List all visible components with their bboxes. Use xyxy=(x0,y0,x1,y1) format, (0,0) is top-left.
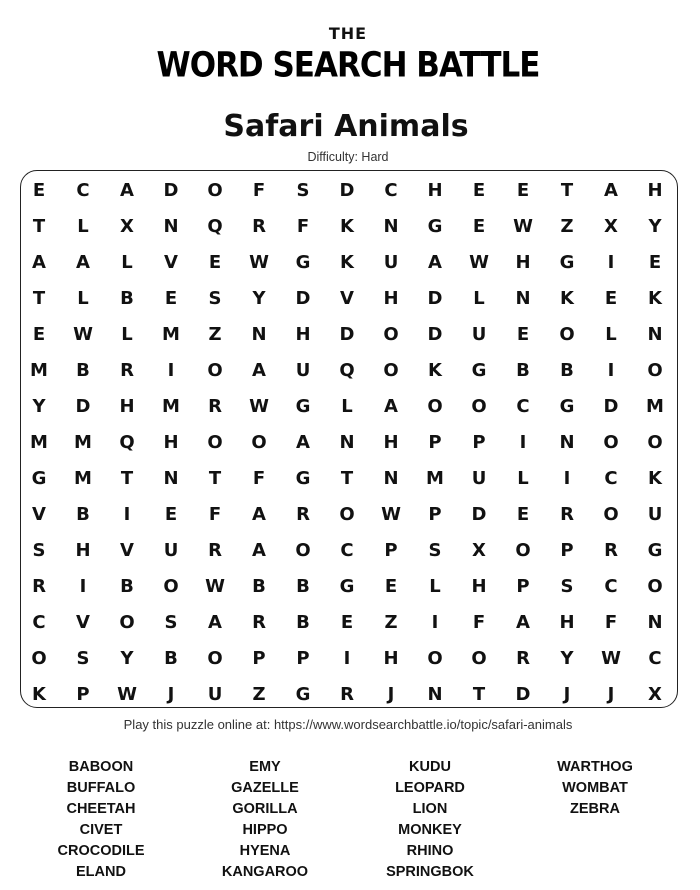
grid-letter-cell[interactable]: R xyxy=(120,359,134,381)
grid-letter-cell[interactable]: N xyxy=(647,611,663,633)
grid-letter-cell[interactable]: I xyxy=(519,431,527,453)
grid-letter-cell[interactable]: W xyxy=(601,647,621,669)
grid-letter-cell[interactable]: O xyxy=(647,359,663,381)
grid-letter-cell[interactable]: B xyxy=(252,575,266,597)
grid-letter-cell[interactable]: V xyxy=(120,539,134,561)
grid-letter-cell[interactable]: D xyxy=(427,323,443,345)
grid-letter-cell[interactable]: Z xyxy=(208,323,222,345)
grid-letter-cell[interactable]: O xyxy=(207,359,223,381)
grid-letter-cell[interactable]: R xyxy=(32,575,46,597)
grid-letter-cell[interactable]: B xyxy=(516,359,530,381)
grid-letter-cell[interactable]: B xyxy=(120,575,134,597)
grid-letter-cell[interactable]: N xyxy=(163,215,179,237)
grid-letter-cell[interactable]: U xyxy=(383,251,399,273)
grid-letter-cell[interactable]: A xyxy=(120,179,134,201)
grid-letter-cell[interactable]: P xyxy=(428,503,442,525)
grid-letter-cell[interactable]: S xyxy=(164,611,178,633)
grid-letter-cell[interactable]: M xyxy=(162,395,180,417)
grid-letter-cell[interactable]: Z xyxy=(560,215,574,237)
word-list-item: CROCODILE xyxy=(57,843,145,859)
grid-letter-cell[interactable]: G xyxy=(471,359,487,381)
word-list-item: LEOPARD xyxy=(395,780,465,796)
grid-letter-cell[interactable]: F xyxy=(208,503,222,525)
online-play-note: Play this puzzle online at: https://www.wordsearchbattle.io/topic/safari-animals xyxy=(123,717,573,732)
grid-letter-cell[interactable]: M xyxy=(162,323,180,345)
grid-letter-cell[interactable]: J xyxy=(607,683,615,705)
grid-letter-cell[interactable]: H xyxy=(471,575,487,597)
grid-letter-cell[interactable]: E xyxy=(340,611,354,633)
grid-letter-cell[interactable]: O xyxy=(295,539,311,561)
grid-letter-cell[interactable]: P xyxy=(428,431,442,453)
grid-letter-cell[interactable]: G xyxy=(427,215,443,237)
grid-letter-cell[interactable]: E xyxy=(384,575,398,597)
grid-letter-cell[interactable]: A xyxy=(32,251,46,273)
grid-letter-cell[interactable]: F xyxy=(252,467,266,489)
grid-letter-cell[interactable]: D xyxy=(163,179,179,201)
grid-letter-cell[interactable]: H xyxy=(383,431,399,453)
grid-letter-cell[interactable]: R xyxy=(208,395,222,417)
grid-letter-cell[interactable]: E xyxy=(32,179,46,201)
grid-letter-cell[interactable]: B xyxy=(120,287,134,309)
word-list-item: KUDU xyxy=(409,759,451,775)
grid-letter-cell[interactable]: N xyxy=(339,431,355,453)
grid-letter-cell[interactable]: O xyxy=(251,431,267,453)
grid-letter-cell[interactable]: O xyxy=(471,647,487,669)
grid-letter-cell[interactable]: B xyxy=(164,647,178,669)
grid-letter-cell[interactable]: K xyxy=(648,287,662,309)
grid-letter-cell[interactable]: T xyxy=(32,215,46,237)
grid-letter-cell[interactable]: I xyxy=(563,467,571,489)
grid-letter-cell[interactable]: K xyxy=(32,683,46,705)
grid-letter-cell[interactable]: G xyxy=(559,395,575,417)
grid-letter-cell[interactable]: U xyxy=(471,323,487,345)
grid-letter-cell[interactable]: O xyxy=(515,539,531,561)
grid-letter-cell[interactable]: G xyxy=(295,395,311,417)
word-list-item: LION xyxy=(412,801,448,817)
grid-letter-cell[interactable]: C xyxy=(516,395,530,417)
grid-letter-cell[interactable]: E xyxy=(208,251,222,273)
word-list-item: CIVET xyxy=(79,822,123,838)
grid-letter-cell[interactable]: V xyxy=(76,611,90,633)
grid-letter-cell[interactable]: U xyxy=(295,359,311,381)
grid-letter-cell[interactable]: E xyxy=(164,287,178,309)
grid-letter-cell[interactable]: J xyxy=(387,683,395,705)
grid-letter-cell[interactable]: W xyxy=(205,575,225,597)
grid-letter-cell[interactable]: N xyxy=(383,467,399,489)
grid-letter-cell[interactable]: I xyxy=(343,647,351,669)
grid-letter-cell[interactable]: J xyxy=(563,683,571,705)
grid-letter-cell[interactable]: X xyxy=(120,215,134,237)
grid-letter-cell[interactable]: M xyxy=(30,359,48,381)
grid-letter-cell[interactable]: E xyxy=(604,287,618,309)
grid-letter-cell[interactable]: G xyxy=(295,467,311,489)
grid-letter-cell[interactable]: I xyxy=(123,503,131,525)
grid-letter-cell[interactable]: X xyxy=(604,215,618,237)
grid-letter-cell[interactable]: M xyxy=(426,467,444,489)
grid-letter-cell[interactable]: R xyxy=(560,503,574,525)
grid-letter-cell[interactable]: V xyxy=(32,503,46,525)
grid-letter-cell[interactable]: G xyxy=(647,539,663,561)
grid-letter-cell[interactable]: L xyxy=(473,287,485,309)
grid-letter-cell[interactable]: R xyxy=(340,683,354,705)
grid-letter-cell[interactable]: A xyxy=(516,611,530,633)
grid-letter-cell[interactable]: O xyxy=(427,647,443,669)
word-list-column-2 xyxy=(180,757,350,883)
grid-letter-cell[interactable]: G xyxy=(295,683,311,705)
grid-letter-cell[interactable]: M xyxy=(646,395,664,417)
grid-letter-cell[interactable]: M xyxy=(74,431,92,453)
grid-letter-cell[interactable]: D xyxy=(427,287,443,309)
grid-letter-cell[interactable]: P xyxy=(384,539,398,561)
grid-letter-cell[interactable]: F xyxy=(472,611,486,633)
grid-letter-cell[interactable]: I xyxy=(79,575,87,597)
grid-letter-cell[interactable]: A xyxy=(384,395,398,417)
grid-letter-cell[interactable]: E xyxy=(648,251,662,273)
grid-letter-cell[interactable]: A xyxy=(208,611,222,633)
grid-letter-cell[interactable]: O xyxy=(207,647,223,669)
grid-letter-cell[interactable]: H xyxy=(383,287,399,309)
grid-letter-cell[interactable]: H xyxy=(295,323,311,345)
grid-letter-cell[interactable]: O xyxy=(647,431,663,453)
word-list-item: GAZELLE xyxy=(231,780,299,796)
grid-letter-cell[interactable]: P xyxy=(516,575,530,597)
grid-letter-cell[interactable]: E xyxy=(164,503,178,525)
grid-letter-cell[interactable]: C xyxy=(76,179,90,201)
grid-letter-cell[interactable]: K xyxy=(340,251,354,273)
grid-letter-cell[interactable]: D xyxy=(515,683,531,705)
grid-letter-cell[interactable]: V xyxy=(164,251,178,273)
grid-letter-cell[interactable]: N xyxy=(383,215,399,237)
grid-letter-cell[interactable]: G xyxy=(559,251,575,273)
grid-letter-cell[interactable]: P xyxy=(472,431,486,453)
grid-letter-cell[interactable]: T xyxy=(120,467,134,489)
grid-letter-cell[interactable]: F xyxy=(296,215,310,237)
brand-the: THE xyxy=(328,24,368,43)
grid-letter-cell[interactable]: I xyxy=(607,251,615,273)
grid-letter-cell[interactable]: O xyxy=(471,395,487,417)
grid-letter-cell[interactable]: O xyxy=(383,323,399,345)
brand-logo-title: WORD SEARCH BATTLE xyxy=(156,45,540,86)
grid-letter-cell[interactable]: L xyxy=(517,467,529,489)
grid-letter-cell[interactable]: B xyxy=(296,611,310,633)
word-list-item: HIPPO xyxy=(242,822,288,838)
grid-letter-cell[interactable]: O xyxy=(647,575,663,597)
grid-letter-cell[interactable]: E xyxy=(32,323,46,345)
grid-letter-cell[interactable]: I xyxy=(607,359,615,381)
grid-letter-cell[interactable]: V xyxy=(340,287,354,309)
word-list-item: SPRINGBOK xyxy=(386,864,474,880)
grid-letter-cell[interactable]: X xyxy=(648,683,662,705)
word-list-item: ELAND xyxy=(76,864,126,880)
word-list-item: GORILLA xyxy=(232,801,298,817)
grid-letter-cell[interactable]: X xyxy=(472,539,486,561)
grid-letter-cell[interactable]: O xyxy=(31,647,47,669)
grid-letter-cell[interactable]: B xyxy=(76,503,90,525)
grid-letter-cell[interactable]: H xyxy=(383,647,399,669)
grid-letter-cell[interactable]: T xyxy=(208,467,222,489)
grid-letter-cell[interactable]: P xyxy=(76,683,90,705)
grid-letter-cell[interactable]: O xyxy=(163,575,179,597)
grid-letter-cell[interactable]: O xyxy=(559,323,575,345)
grid-letter-cell[interactable]: D xyxy=(295,287,311,309)
grid-letter-cell[interactable]: J xyxy=(167,683,175,705)
grid-letter-cell[interactable]: U xyxy=(207,683,223,705)
grid-letter-cell[interactable]: R xyxy=(604,539,618,561)
grid-letter-cell[interactable]: W xyxy=(249,395,269,417)
grid-letter-cell[interactable]: B xyxy=(296,575,310,597)
grid-letter-cell[interactable]: W xyxy=(513,215,533,237)
grid-letter-cell[interactable]: L xyxy=(77,215,89,237)
grid-letter-cell[interactable]: Q xyxy=(119,431,135,453)
grid-letter-cell[interactable]: H xyxy=(163,431,179,453)
grid-letter-cell[interactable]: D xyxy=(471,503,487,525)
grid-letter-cell[interactable]: A xyxy=(252,359,266,381)
grid-letter-cell[interactable]: D xyxy=(75,395,91,417)
grid-letter-cell[interactable]: R xyxy=(252,611,266,633)
grid-letter-cell[interactable]: N xyxy=(427,683,443,705)
grid-letter-cell[interactable]: E xyxy=(516,503,530,525)
word-list-item: MONKEY xyxy=(398,822,462,838)
grid-letter-cell[interactable]: N xyxy=(559,431,575,453)
grid-letter-cell[interactable]: R xyxy=(252,215,266,237)
grid-letter-cell[interactable]: T xyxy=(472,683,486,705)
word-list-item: ZEBRA xyxy=(570,801,620,817)
grid-letter-cell[interactable]: L xyxy=(341,395,353,417)
grid-letter-cell[interactable]: S xyxy=(208,287,222,309)
grid-letter-cell[interactable]: K xyxy=(340,215,354,237)
grid-letter-cell[interactable]: G xyxy=(339,575,355,597)
grid-letter-cell[interactable]: O xyxy=(119,611,135,633)
grid-letter-cell[interactable]: L xyxy=(605,323,617,345)
grid-letter-cell[interactable]: H xyxy=(119,395,135,417)
grid-letter-cell[interactable]: O xyxy=(339,503,355,525)
grid-letter-cell[interactable]: N xyxy=(647,323,663,345)
word-list-column-4 xyxy=(510,757,680,820)
grid-letter-cell[interactable]: T xyxy=(560,179,574,201)
grid-letter-cell[interactable]: P xyxy=(252,647,266,669)
word-list-column-1 xyxy=(16,757,186,883)
word-list-item: WARTHOG xyxy=(557,759,633,775)
grid-letter-cell[interactable]: G xyxy=(31,467,47,489)
grid-letter-cell[interactable]: Q xyxy=(207,215,223,237)
grid-letter-cell[interactable]: P xyxy=(296,647,310,669)
grid-letter-cell[interactable]: W xyxy=(469,251,489,273)
grid-letter-cell[interactable]: S xyxy=(76,647,90,669)
grid-letter-cell[interactable]: C xyxy=(384,179,398,201)
grid-letter-cell[interactable]: I xyxy=(167,359,175,381)
word-list-item: EMY xyxy=(249,759,281,775)
grid-letter-cell[interactable]: E xyxy=(472,215,486,237)
grid-letter-cell[interactable]: H xyxy=(559,611,575,633)
word-list-item: HYENA xyxy=(239,843,291,859)
grid-letter-cell[interactable]: Y xyxy=(120,647,134,669)
grid-letter-cell[interactable]: G xyxy=(295,251,311,273)
grid-letter-cell[interactable]: W xyxy=(73,323,93,345)
grid-letter-cell[interactable]: F xyxy=(604,611,618,633)
grid-letter-cell[interactable]: Y xyxy=(252,287,266,309)
grid-letter-cell[interactable]: O xyxy=(603,431,619,453)
grid-letter-cell[interactable]: S xyxy=(428,539,442,561)
grid-letter-cell[interactable]: L xyxy=(121,251,133,273)
grid-letter-cell[interactable]: C xyxy=(604,575,618,597)
grid-letter-cell[interactable]: O xyxy=(603,503,619,525)
grid-letter-cell[interactable]: I xyxy=(431,611,439,633)
grid-letter-cell[interactable]: D xyxy=(339,179,355,201)
grid-letter-cell[interactable]: K xyxy=(428,359,442,381)
grid-letter-cell[interactable]: Z xyxy=(252,683,266,705)
grid-letter-cell[interactable]: S xyxy=(296,179,310,201)
grid-letter-cell[interactable]: D xyxy=(603,395,619,417)
word-list-column-3 xyxy=(345,757,515,883)
grid-letter-cell[interactable]: B xyxy=(76,359,90,381)
grid-letter-cell[interactable]: E xyxy=(472,179,486,201)
grid-letter-cell[interactable]: C xyxy=(32,611,46,633)
grid-letter-cell[interactable]: A xyxy=(296,431,310,453)
grid-letter-cell[interactable]: E xyxy=(516,179,530,201)
grid-letter-cell[interactable]: U xyxy=(647,503,663,525)
word-list-item: RHINO xyxy=(406,843,454,859)
grid-letter-cell[interactable]: O xyxy=(383,359,399,381)
grid-letter-cell[interactable]: E xyxy=(516,323,530,345)
grid-letter-cell[interactable]: O xyxy=(207,179,223,201)
grid-letter-cell[interactable]: R xyxy=(296,503,310,525)
grid-letter-cell[interactable]: C xyxy=(340,539,354,561)
grid-letter-cell[interactable]: L xyxy=(121,323,133,345)
grid-letter-cell[interactable]: P xyxy=(560,539,574,561)
grid-letter-cell[interactable]: R xyxy=(516,647,530,669)
difficulty-label: Difficulty: Hard xyxy=(307,150,389,164)
grid-letter-cell[interactable]: N xyxy=(163,467,179,489)
grid-letter-cell[interactable]: L xyxy=(429,575,441,597)
grid-letter-cell[interactable]: U xyxy=(471,467,487,489)
grid-letter-cell[interactable]: H xyxy=(75,539,91,561)
grid-letter-cell[interactable]: N xyxy=(515,287,531,309)
grid-letter-cell[interactable]: T xyxy=(340,467,354,489)
grid-letter-cell[interactable]: C xyxy=(648,647,662,669)
grid-letter-cell[interactable]: S xyxy=(560,575,574,597)
grid-letter-cell[interactable]: W xyxy=(249,251,269,273)
grid-letter-cell[interactable]: Y xyxy=(648,215,662,237)
grid-letter-cell[interactable]: M xyxy=(74,467,92,489)
grid-letter-cell[interactable]: U xyxy=(163,539,179,561)
grid-letter-cell[interactable]: R xyxy=(208,539,222,561)
grid-letter-cell[interactable]: H xyxy=(427,179,443,201)
puzzle-title: Safari Animals xyxy=(223,109,469,144)
word-list-item: CHEETAH xyxy=(66,801,136,817)
grid-letter-cell[interactable]: W xyxy=(381,503,401,525)
grid-letter-cell[interactable]: A xyxy=(76,251,90,273)
grid-letter-cell[interactable]: K xyxy=(648,467,662,489)
grid-letter-cell[interactable]: D xyxy=(339,323,355,345)
grid-letter-cell[interactable]: H xyxy=(515,251,531,273)
grid-letter-cell[interactable]: T xyxy=(32,287,46,309)
word-list-item: BUFFALO xyxy=(66,780,136,796)
grid-letter-cell[interactable]: A xyxy=(604,179,618,201)
grid-letter-cell[interactable]: Y xyxy=(32,395,46,417)
grid-letter-cell[interactable]: F xyxy=(252,179,266,201)
grid-letter-cell[interactable]: O xyxy=(427,395,443,417)
grid-letter-cell[interactable]: A xyxy=(428,251,442,273)
word-list-item: KANGAROO xyxy=(221,864,309,880)
grid-letter-cell[interactable]: B xyxy=(560,359,574,381)
grid-letter-cell[interactable]: K xyxy=(560,287,574,309)
letter-grid[interactable] xyxy=(17,172,677,712)
grid-letter-cell[interactable]: S xyxy=(32,539,46,561)
grid-letter-cell[interactable]: N xyxy=(251,323,267,345)
grid-letter-cell[interactable]: C xyxy=(604,467,618,489)
grid-letter-cell[interactable]: Y xyxy=(560,647,574,669)
grid-letter-cell[interactable]: Q xyxy=(339,359,355,381)
grid-letter-cell[interactable]: A xyxy=(252,539,266,561)
grid-letter-cell[interactable]: M xyxy=(30,431,48,453)
grid-letter-cell[interactable]: W xyxy=(117,683,137,705)
word-list-item: BABOON xyxy=(68,759,134,775)
grid-letter-cell[interactable]: H xyxy=(647,179,663,201)
word-list-item: WOMBAT xyxy=(562,780,628,796)
grid-letter-cell[interactable]: O xyxy=(207,431,223,453)
grid-letter-cell[interactable]: A xyxy=(252,503,266,525)
grid-letter-cell[interactable]: L xyxy=(77,287,89,309)
grid-letter-cell[interactable]: Z xyxy=(384,611,398,633)
